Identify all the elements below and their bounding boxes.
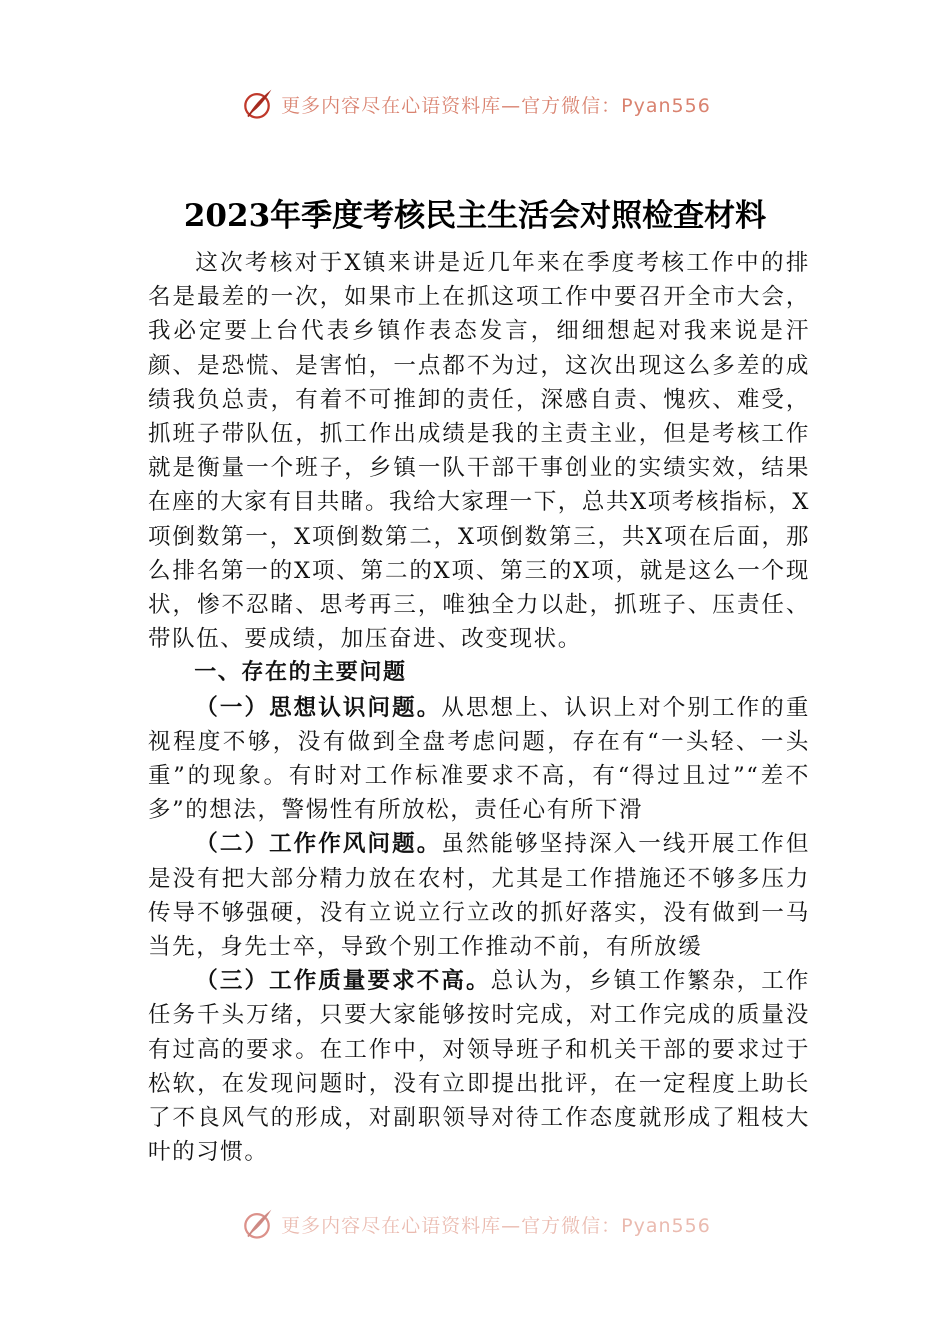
quill-logo-icon bbox=[239, 1206, 275, 1242]
item-paragraph-3 bbox=[148, 964, 810, 1169]
item-label-2: （二）工作作风问题。 bbox=[195, 831, 442, 858]
header-watermark-text: 更多内容尽在心语资料库—官方微信：Pyan556 bbox=[281, 94, 711, 117]
document-body bbox=[148, 246, 810, 1169]
item-text-1: 从思想上、认识上对个别工作的重视程度不够，没有做到全盘考虑问题，存在有“一头轻、一头重”的现象。有时对工作标准要求不高，有“得过且过”“差不多”的想法，警惕性有所放松，责任心有所下滑 bbox=[148, 694, 810, 824]
item-text-2: 虽然能够坚持深入一线开展工作但是没有把大部分精力放在农村，尤其是工作措施还不够多压力传导不够强硬，没有立说立行立改的抓好落实，没有做到一马当先，身先士卒，导致个别工作推动不前，有所放缓 bbox=[148, 831, 810, 961]
document-title: 2023年季度考核民主生活会对照检查材料 bbox=[183, 198, 767, 234]
footer-watermark-text: 更多内容尽在心语资料库—官方微信：Pyan556 bbox=[281, 1214, 711, 1237]
item-label-1: （一）思想认识问题。 bbox=[195, 694, 442, 721]
header-watermark bbox=[0, 84, 950, 124]
intro-paragraph: 这次考核对于X镇来讲是近几年来在季度考核工作中的排名是最差的一次，如果市上在抓这项工作中要召开全市大会，我必定要上台代表乡镇作表态发言，细细想起对我来说是汗颜、是恐慌、是害怕，一点都不为过，这次出现这么多差的成绩我负总责，有着不可推卸的责任，深感自责、愧疚、难受，抓班子带队伍，抓工作出成绩是我的主责主业，但是考核工作就是衡量一个班子，乡镇一队干部干事创业的实绩实效，结果在座的大家有目共睹。我给大家理一下，总共X项考核指标，X项倒数第一，X项倒数第二，X项倒数第三，共X项在后面，那么排名第一的X项、第二的X项、第三的X项，就是这么一个现状，惨不忍睹、思考再三，唯独全力以赴，抓班子、压责任、带队伍、要成绩，加压奋进、改变现状。 bbox=[148, 250, 810, 653]
item-text-3: 总认为，乡镇工作繁杂，工作任务千头万绪，只要大家能够按时完成，对工作完成的质量没有过高的要求。在工作中，对领导班子和机关干部的要求过于松软，在发现问题时，没有立即提出批评，在一定程度上助长了不良风气的形成，对副职领导对待工作态度就形成了粗枝大叶的习惯。 bbox=[148, 968, 810, 1166]
footer-watermark bbox=[0, 1206, 950, 1242]
quill-logo-icon bbox=[239, 86, 275, 122]
section-heading: 一、存在的主要问题 bbox=[194, 660, 407, 686]
item-label-3: （三）工作质量要求不高。 bbox=[195, 968, 491, 995]
item-paragraph-1 bbox=[148, 691, 810, 828]
item-paragraph-2 bbox=[148, 827, 810, 964]
